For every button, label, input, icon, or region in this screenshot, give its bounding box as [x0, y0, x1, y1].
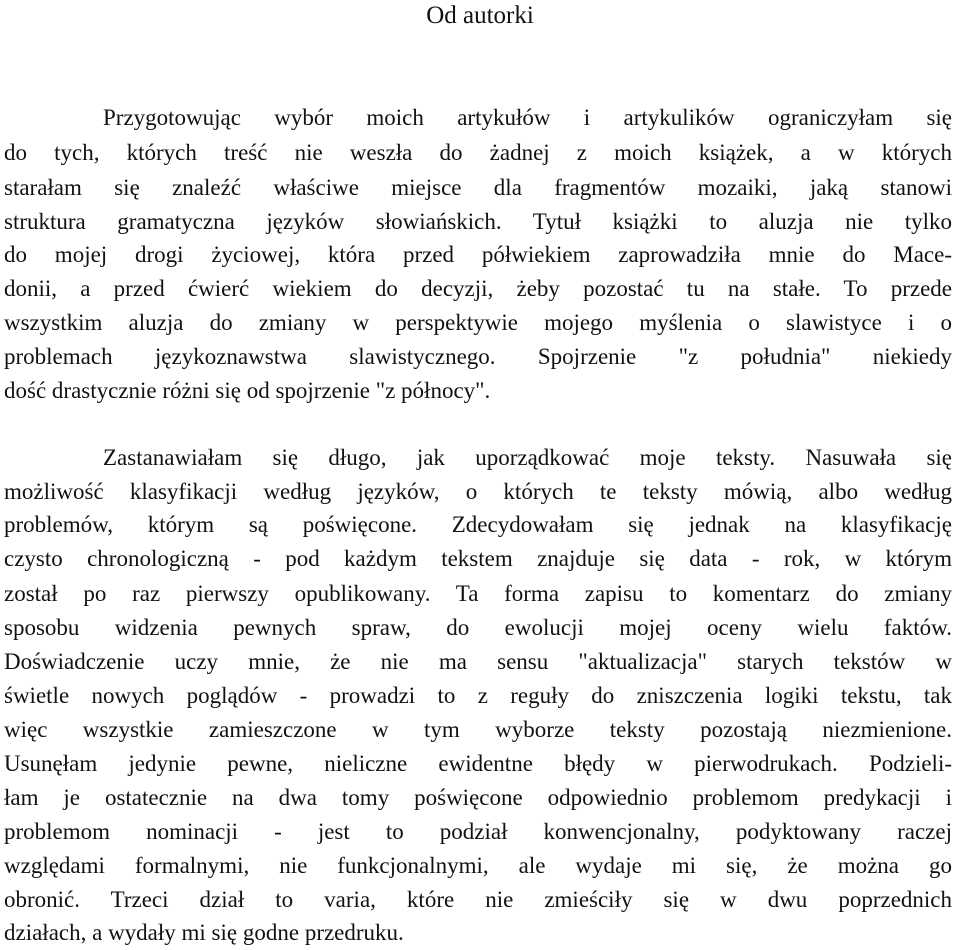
text-line: donii, a przed ćwierć wiekiem do decyzji, żeby pozostać tu na stałe. To przede: [4, 276, 952, 301]
text-line: struktura gramatyczna języków słowiańskich. Tytuł książki to aluzja nie tylko: [4, 209, 952, 234]
text-line: możliwość klasyfikacji według języków, o których te teksty mówią, albo według: [4, 479, 952, 504]
text-line: został po raz pierwszy opublikowany. Ta forma zapisu to komentarz do zmiany: [4, 581, 952, 606]
text-line: więc wszystkie zamieszczone w tym wyborze teksty pozostają niezmienione.: [4, 717, 952, 742]
text-line: problemów, którym są poświęcone. Zdecydowałam się jednak na klasyfikację: [4, 512, 952, 537]
text-line: problemach językoznawstwa slawistycznego. Spojrzenie "z południa" niekiedy: [4, 344, 952, 369]
text-line: czysto chronologiczną - pod każdym tekstem znajduje się data - rok, w którym: [4, 546, 952, 571]
text-line: świetle nowych poglądów - prowadzi to z reguły do zniszczenia logiki tekstu, tak: [4, 683, 952, 708]
text-line: łam je ostatecznie na dwa tomy poświęcone odpowiednio problemom predykacji i: [4, 785, 952, 810]
text-line: obronić. Trzeci dział to varia, które nie zmieściły się w dwu poprzednich: [4, 887, 952, 912]
text-line: względami formalnymi, nie funkcjonalnymi, ale wydaje mi się, że można go: [4, 853, 952, 878]
text-line: sposobu widzenia pewnych spraw, do ewolucji mojej oceny wielu faktów.: [4, 615, 952, 640]
text-line: Doświadczenie uczy mnie, że nie ma sensu "aktualizacja" starych tekstów w: [4, 649, 952, 674]
text-line: działach, a wydały mi się godne przedruku.: [4, 920, 404, 945]
text-line: wszystkim aluzja do zmiany w perspektywie mojego myślenia o slawistyce i o: [4, 310, 952, 335]
text-line: dość drastycznie różni się od spojrzenie "z północy".: [4, 378, 491, 403]
text-line: Zastanawiałam się długo, jak uporządkować moje teksty. Nasuwała się: [103, 445, 952, 470]
text-line: Przygotowując wybór moich artykułów i artykulików ograniczyłam się: [103, 105, 952, 130]
text-line: Usunęłam jedynie pewne, nieliczne ewidentne błędy w pierwodrukach. Podzieli-: [4, 751, 952, 776]
text-line: problemom nominacji - jest to podział konwencjonalny, podyktowany raczej: [4, 819, 952, 844]
text-line: starałam się znaleźć właściwe miejsce dla fragmentów mozaiki, jaką stanowi: [4, 175, 952, 200]
text-line: do tych, których treść nie weszła do żadnej z moich książek, a w których: [4, 140, 952, 165]
page-title: Od autorki: [426, 2, 534, 29]
text-line: do mojej drogi życiowej, która przed półwiekiem zaprowadziła mnie do Mace-: [4, 242, 952, 267]
